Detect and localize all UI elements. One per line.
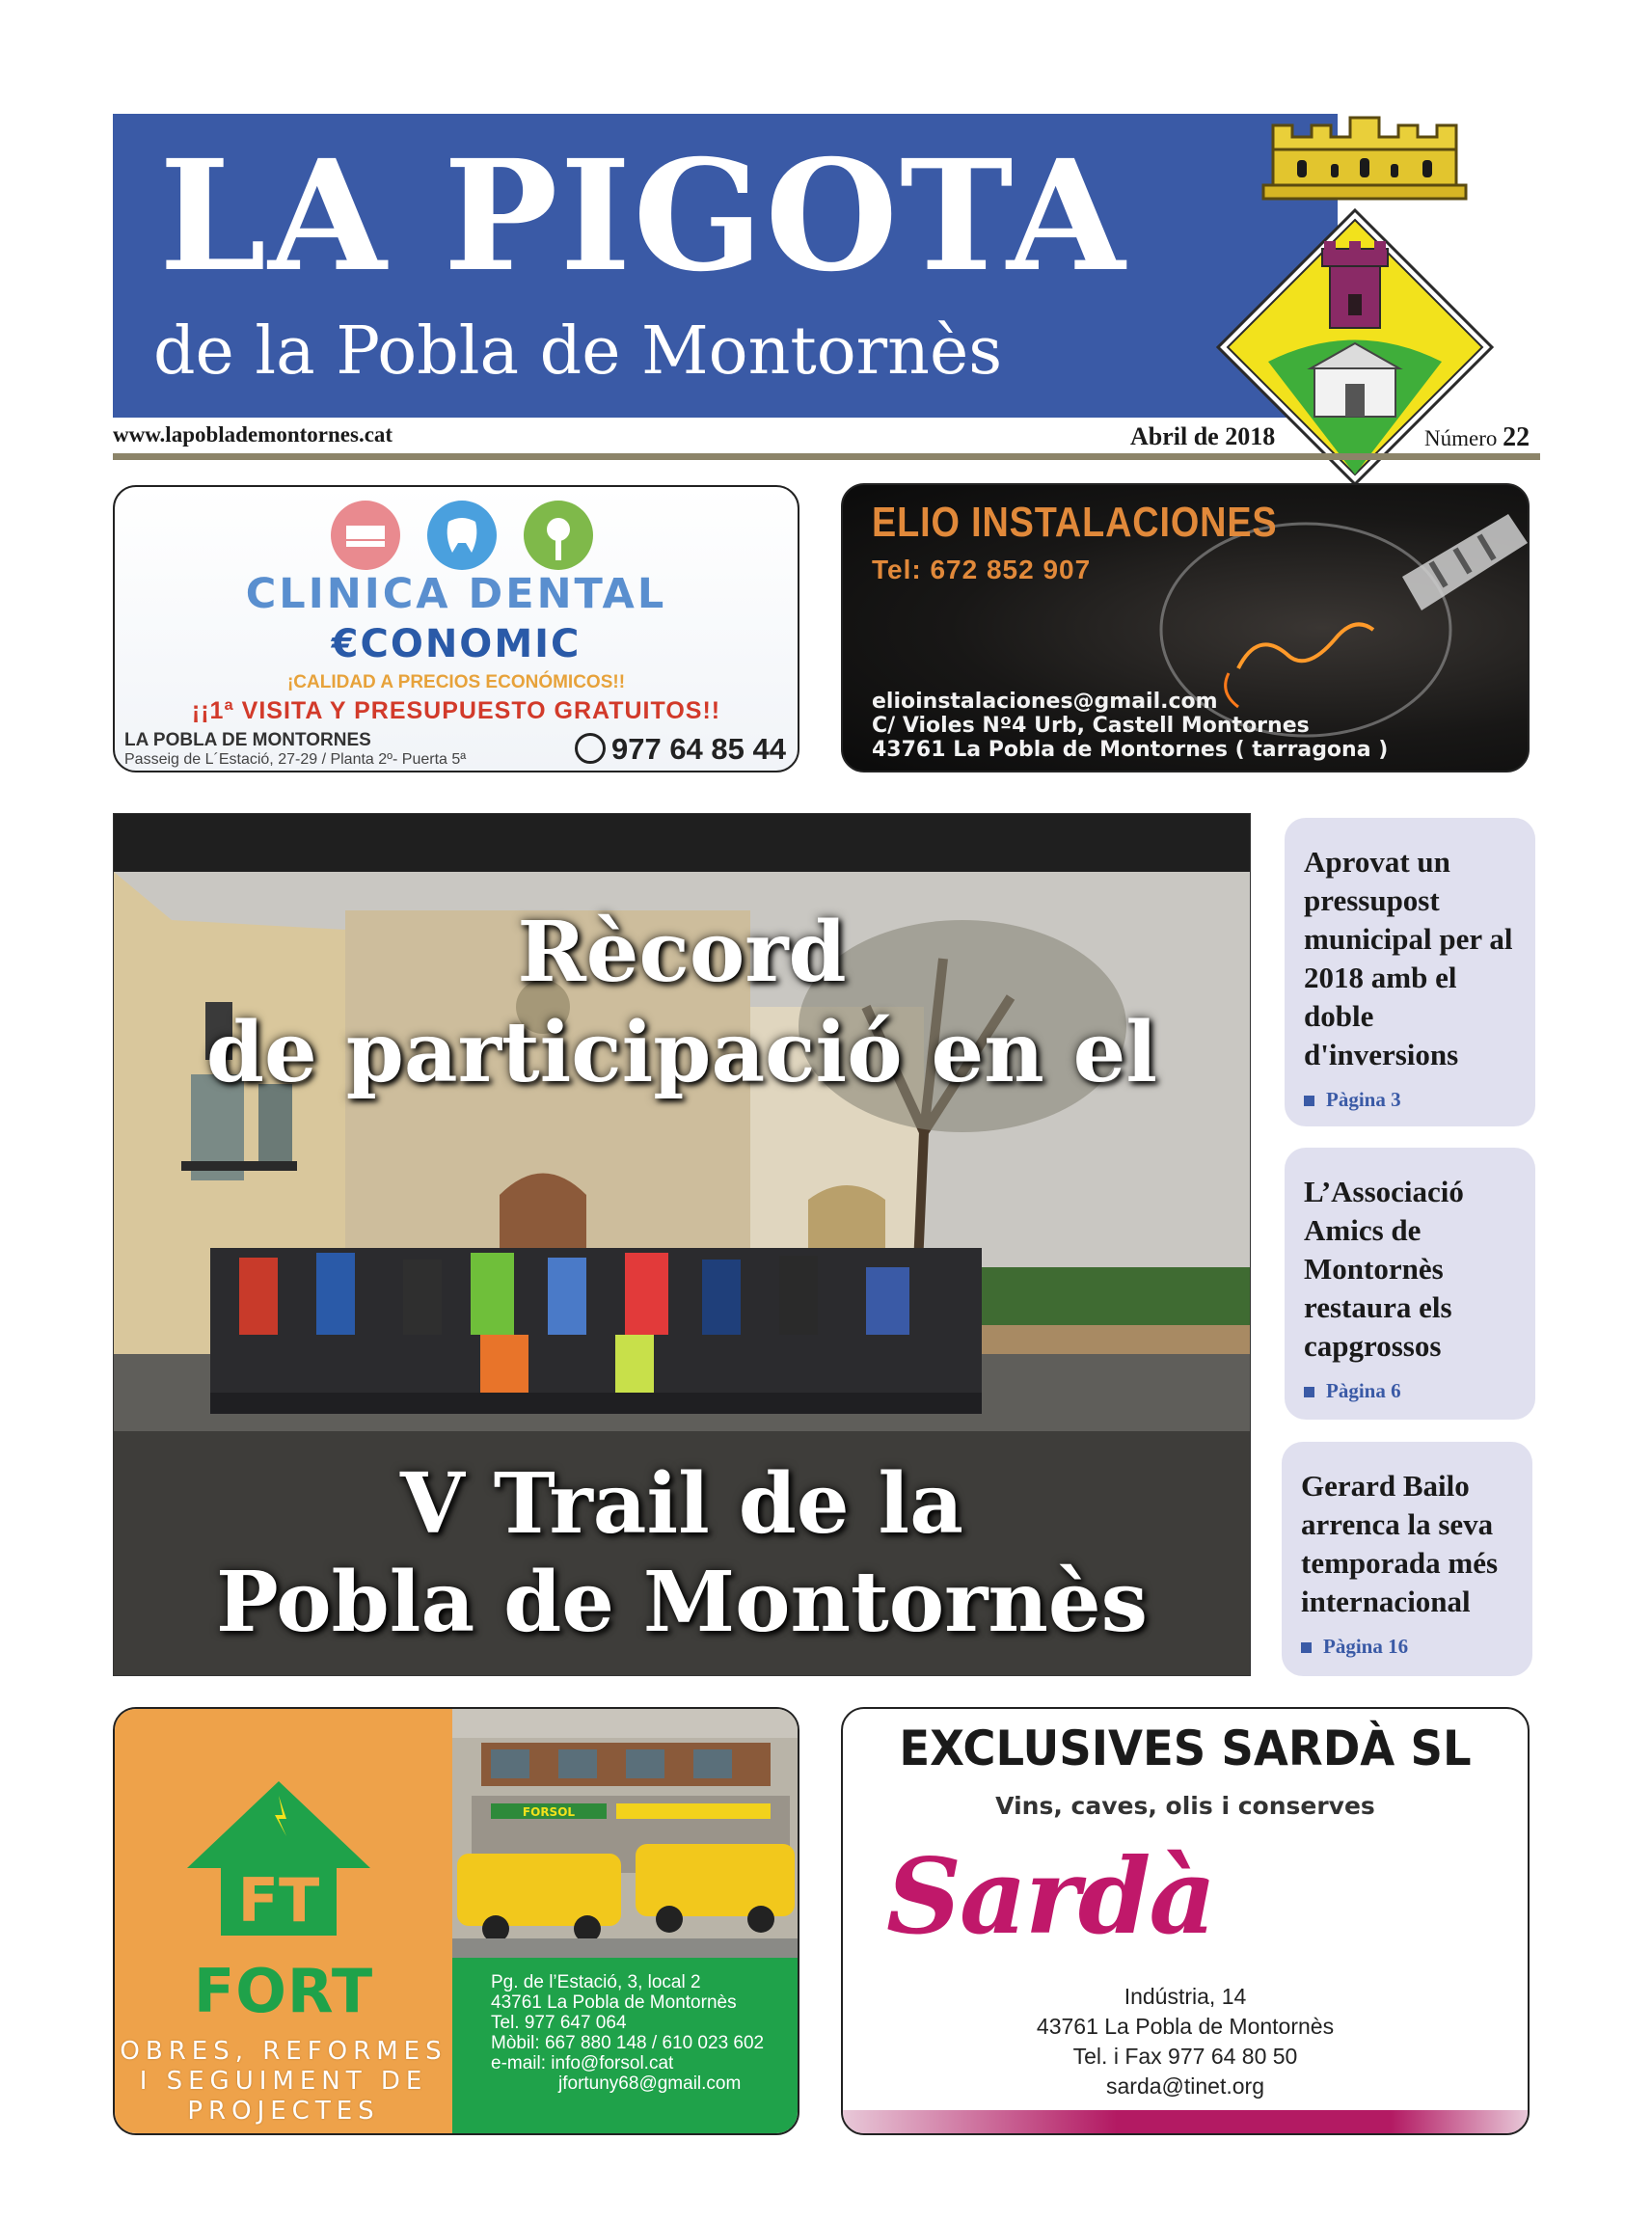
ad-fort-brand-panel — [115, 1709, 452, 2135]
ad-fort-services-line-1: OBRES, REFORMES — [120, 2037, 447, 2066]
ad-fort-phone: Tel. 977 647 064 — [491, 2013, 627, 2033]
ad-sarda-title: EXCLUSIVES SARDÀ SL — [899, 1721, 1472, 1776]
square-bullet-icon — [1304, 1096, 1314, 1106]
crown-icon — [1254, 96, 1476, 203]
ad-elio-address-line-1: C/ Violes Nº4 Urb, Castell Montornes — [872, 714, 1310, 738]
main-headline-line-1: Rècord — [517, 904, 847, 1001]
sidebar-teaser-page-label: Pàgina 3 — [1326, 1088, 1401, 1111]
main-story-photo[interactable] — [113, 813, 1251, 1676]
ad-sarda-city: 43761 La Pobla de Montornès — [1036, 2014, 1335, 2039]
sidebar-teaser-page[interactable] — [1304, 1379, 1516, 1403]
ad-fort-contact-panel — [452, 1958, 799, 2135]
issue-number-label: Número — [1424, 426, 1498, 450]
issue-number-value: 22 — [1503, 422, 1530, 452]
ad-fort-obres[interactable] — [113, 1707, 799, 2135]
ad-fort-mobile: Mòbil: 667 880 148 / 610 023 602 — [491, 2033, 765, 2053]
ad-fort-city: 43761 La Pobla de Montornès — [491, 1992, 737, 2013]
ad-elio-email: elioinstalaciones@gmail.com — [872, 690, 1218, 714]
dental-icons — [317, 497, 607, 574]
issue-number — [1424, 422, 1530, 453]
sidebar-teaser-page-label: Pàgina 16 — [1323, 1635, 1409, 1658]
ad-dental-brand: €CONOMIC — [331, 622, 582, 666]
sidebar-teaser-page-label: Pàgina 6 — [1326, 1379, 1401, 1402]
ad-dental-phone-number: 977 64 85 44 — [610, 732, 786, 766]
ad-elio-title: ELIO INSTALACIONES — [872, 499, 1278, 546]
main-headline-line-2: de participació en el — [205, 1004, 1158, 1101]
ad-fort-services-line-3: PROJECTES — [187, 2097, 380, 2126]
sidebar-teaser-budget[interactable] — [1285, 818, 1535, 1126]
square-bullet-icon — [1301, 1642, 1312, 1653]
ad-sarda-subtitle: Vins, caves, olis i conserves — [995, 1792, 1375, 1820]
website-link[interactable]: www.lapoblademontornes.cat — [113, 422, 393, 447]
ad-fort-services — [115, 2037, 452, 2127]
main-headline-bottom — [114, 1455, 1250, 1652]
ad-dental-address: Passeig de L´Estació, 27-29 / Planta 2º- Puerta 5ª — [124, 751, 467, 768]
ad-dental-tagline: ¡CALIDAD A PRECIOS ECONÓMICOS!! — [286, 672, 626, 692]
newspaper-title: LA PIGOTA — [159, 127, 1127, 306]
masthead-banner — [113, 114, 1338, 418]
sidebar-teaser-capgrossos[interactable] — [1285, 1148, 1535, 1420]
ad-sarda-address — [843, 1982, 1528, 2101]
ad-fort-email-2: jfortuny68@gmail.com — [558, 2073, 742, 2094]
square-bullet-icon — [1304, 1387, 1314, 1397]
ad-sarda-logo: Sardà — [886, 1836, 1215, 1958]
main-headline-top — [114, 903, 1250, 1103]
ad-fort-contact — [491, 1972, 764, 2094]
main-headline-line-4: Pobla de Montornès — [215, 1554, 1149, 1651]
ad-fort-name: FORT — [193, 1956, 374, 2026]
sidebar-teaser-text: Gerard Bailo arrenca la seva temporada més internacional — [1301, 1469, 1499, 1618]
newspaper-subtitle: de la Pobla de Montornès — [153, 313, 1003, 390]
ad-sarda-phone: Tel. i Fax 977 64 80 50 — [1072, 2044, 1298, 2069]
sidebar-teaser-gerard-bailo[interactable] — [1282, 1442, 1532, 1676]
header-rule — [113, 453, 1540, 460]
issue-info-line — [113, 422, 1540, 451]
ad-sarda-street: Indústria, 14 — [1124, 1984, 1247, 2009]
ad-fort-address: Pg. de l’Estació, 3, local 2 — [491, 1972, 701, 1992]
shop-vans-image — [452, 1709, 799, 1958]
ad-sarda-footer-bar — [843, 2110, 1528, 2133]
ad-fort-email: e-mail: info@forsol.cat — [491, 2053, 674, 2073]
ad-clinica-dental[interactable] — [113, 485, 799, 772]
ad-exclusives-sarda[interactable] — [841, 1707, 1530, 2135]
ad-dental-phone — [575, 732, 786, 767]
ad-elio-phone: Tel: 672 852 907 — [872, 555, 1092, 584]
sidebar-teaser-page[interactable] — [1304, 1088, 1516, 1112]
phone-icon — [575, 733, 606, 764]
ad-dental-title: CLINICA DENTAL — [245, 570, 667, 618]
house-logo-icon — [182, 1776, 375, 1940]
ad-sarda-email: sarda@tinet.org — [1106, 2073, 1264, 2099]
ad-elio-instalaciones[interactable] — [841, 483, 1530, 772]
sidebar-teaser-text: L’Associació Amics de Montornès restaura els capgrossos — [1304, 1175, 1464, 1363]
ad-elio-contact — [872, 690, 1388, 762]
main-headline-line-3: V Trail de la — [400, 1455, 963, 1553]
ad-elio-address-line-2: 43761 La Pobla de Montornes ( tarragona ) — [872, 738, 1389, 762]
ad-dental-location: LA POBLA DE MONTORNES — [124, 730, 371, 750]
shop-sign-text: FORSOL — [522, 1805, 576, 1819]
sidebar-teaser-page[interactable] — [1301, 1635, 1513, 1659]
ad-fort-services-line-2: I SEGUIMENT DE — [139, 2067, 428, 2096]
sidebar-teaser-text: Aprovat un pressupost municipal per al 2018 amb el doble d'inversions — [1304, 845, 1513, 1071]
ad-dental-offer: ¡¡1ª VISITA Y PRESUPUESTO GRATUITOS!! — [191, 697, 721, 724]
ad-fort-logo-letters: FT — [237, 1865, 320, 1936]
issue-date: Abril de 2018 — [1130, 422, 1276, 450]
